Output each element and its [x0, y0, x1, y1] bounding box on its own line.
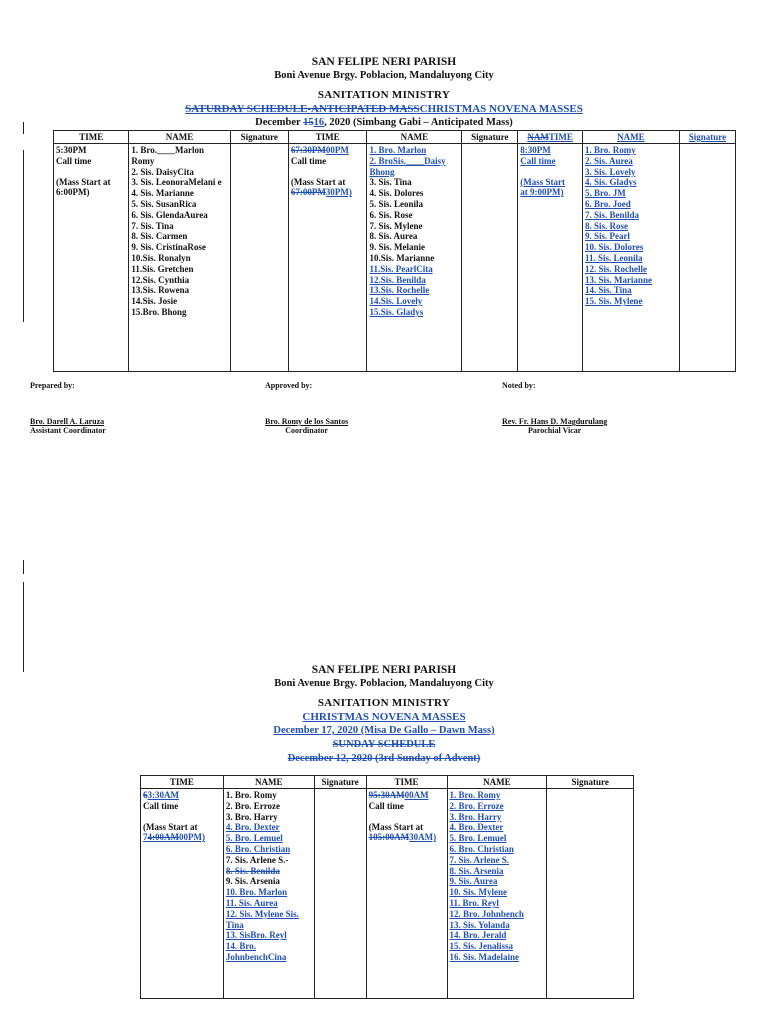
slot-call-time: Call time — [143, 800, 179, 811]
slot1-names — [223, 789, 314, 999]
slot2-names — [447, 789, 547, 999]
signatory-title: Assistant Coordinator — [30, 426, 106, 435]
col-signature: Signature — [462, 131, 518, 144]
list-item: 8. Sis. Carmen — [131, 231, 188, 242]
slot-mass-start: (Mass Start — [520, 176, 566, 187]
list-item: 11.Sis. PearlCita — [369, 263, 433, 274]
date-prefix: December — [255, 117, 304, 128]
col-time: TIME — [288, 131, 367, 144]
col-signature: Signature — [547, 776, 634, 789]
list-item: 5. Bro. JM — [584, 188, 626, 199]
slot-mass-start: (Mass Start at — [143, 821, 198, 832]
list-item: 9. Sis. CristinaRose — [131, 242, 206, 253]
list-item: 10. Bro. Marlon — [225, 887, 288, 898]
list-item: 4. Sis. Dolores — [369, 188, 424, 199]
approved-signatory — [265, 417, 348, 435]
list-item: 10.Sis. Ronalyn — [131, 252, 191, 263]
col-time: TIME — [54, 131, 129, 144]
list-item: 4. Bro. Dexter — [449, 822, 504, 833]
signature-cell[interactable] — [314, 789, 366, 999]
list-item: 2. Sis. Aurea — [584, 155, 633, 166]
list-item: 10. Sis. Mylene — [449, 887, 507, 898]
list-item: 8. Sis. Benilda — [225, 865, 280, 876]
list-item: 14.Sis. Josie — [131, 296, 178, 307]
list-item: 6. Sis. GlendaAurea — [131, 209, 208, 220]
slot-call-time: Call time — [290, 155, 327, 166]
date-new: 16 — [313, 117, 325, 128]
table-header-row — [54, 131, 736, 144]
slot-time: 8:30PM — [520, 145, 551, 155]
col-time: TIME — [366, 776, 447, 789]
slot-mass-time: 67:00PM30PM) — [290, 187, 352, 198]
list-item: 8. Sis. Arsenia — [449, 865, 504, 876]
list-item: 8. Sis. Rose — [584, 220, 628, 231]
schedule-table-1 — [53, 130, 736, 372]
list-item: 15.Bro. Bhong — [131, 306, 187, 317]
slot-call-time: Call time — [56, 155, 92, 166]
list-item: 1. Bro.____Marlon Romy — [131, 145, 204, 166]
list-item: 13. Sis. Yolanda — [449, 919, 510, 930]
col-name: NAME — [447, 776, 547, 789]
noted-signatory — [502, 417, 607, 435]
col-time — [518, 131, 583, 144]
signatory-title: Coordinator — [285, 426, 328, 435]
list-item: 9. Sis. Arsenia — [225, 876, 280, 887]
slot2-time — [366, 789, 447, 999]
list-item: 11. Sis. Aurea — [225, 897, 278, 908]
list-item: 7. Sis. Benilda — [584, 209, 639, 220]
list-item: 1. Bro. Romy — [225, 790, 277, 800]
schedule-title — [0, 102, 768, 116]
list-item: 14. Bro. Jerald — [449, 930, 507, 941]
parish-name: SAN FELIPE NERI PARISH — [311, 664, 457, 676]
list-item: 3. Bro. Harry — [449, 811, 502, 822]
title-new: CHRISTMAS NOVENA MASSES — [419, 103, 583, 115]
col-time-new: TIME — [548, 132, 573, 142]
signature-cell[interactable] — [462, 144, 518, 372]
slot-time: 63:30AM — [143, 790, 179, 800]
col-name: NAME — [129, 131, 230, 144]
list-item: 8. Sis. Aurea — [369, 231, 418, 242]
schedule-table-2 — [140, 775, 634, 999]
list-item: 9. Sis. Melanie — [369, 242, 425, 253]
list-item: 3. Bro. Harry — [225, 811, 278, 822]
list-item: 2. Bro. Erroze — [449, 800, 504, 811]
list-item: 2. Sis. DaisyCita — [131, 166, 194, 177]
list-item: 10.Sis. Marianne — [369, 252, 435, 263]
list-item: 6. Bro. Christian — [449, 843, 514, 854]
slot2-names — [367, 144, 462, 372]
schedule-date — [0, 116, 768, 130]
slot-mass-time: 6:00PM) — [56, 187, 90, 198]
signatory-name: Rev. Fr. Hans D. Magdurulang — [502, 417, 608, 426]
list-item: 12.Sis. Cynthia — [131, 274, 190, 285]
table-header-row — [141, 776, 634, 789]
schedule-title: CHRISTMAS NOVENA MASSES — [302, 711, 466, 723]
margin-bar — [23, 150, 24, 322]
col-time: TIME — [141, 776, 224, 789]
list-item: 6. Bro. Christian — [225, 843, 291, 854]
approved-by-label: Approved by: — [265, 381, 313, 390]
list-item: 7. Sis. Arlene S. — [449, 854, 510, 865]
signatory-name: Bro. Romy de los Santos — [265, 417, 349, 426]
ministry-name: SANITATION MINISTRY — [317, 697, 451, 709]
col-name: NAME — [223, 776, 314, 789]
list-item: 2. BroSis.____Daisy Bhong — [369, 155, 446, 177]
page2-header — [0, 663, 768, 766]
list-item: 14. Bro. JohnbenchCina — [225, 941, 287, 962]
slot-time: 5:30PM — [56, 145, 87, 155]
list-item: 15.Sis. Gladys — [369, 306, 424, 317]
slot-mass-time: 74:00AM00PM) — [143, 832, 205, 843]
list-item: 7. Sis. Mylene — [369, 220, 423, 231]
signature-cell[interactable] — [230, 144, 288, 372]
old-schedule-title: SUNDAY SCHEDULE — [332, 739, 436, 750]
list-item: 6. Bro. Joed — [584, 198, 631, 209]
page1-header — [0, 55, 768, 130]
date-suffix: , 2020 (Simbang Gabi – Anticipated Mass) — [324, 117, 513, 128]
list-item: 14. Sis. Tina — [584, 285, 632, 296]
list-item: 12. Sis. Rochelle — [584, 263, 647, 274]
signature-cell[interactable] — [547, 789, 634, 999]
parish-address: Boni Avenue Brgy. Poblacion, Mandaluyong City — [274, 70, 494, 81]
slot3-names — [582, 144, 679, 372]
slot-call-time: Call time — [520, 155, 556, 166]
list-item: 5. Sis. SusanRica — [131, 198, 197, 209]
slot-time: 67:30PM00PM — [290, 145, 349, 155]
signatory-title: Parochial Vicar — [527, 426, 582, 435]
list-item: 3. Sis. Tina — [369, 177, 412, 188]
slot-call-time: Call time — [368, 800, 404, 811]
table-row — [54, 144, 736, 372]
list-item: 13.Sis. Rowena — [131, 285, 190, 296]
list-item: 3. Sis. LeonoraMelani e — [131, 177, 222, 188]
list-item: 1. Bro. Romy — [584, 145, 636, 155]
list-item: 9. Sis. Aurea — [449, 876, 498, 887]
list-item: 5. Bro. Lemuel — [449, 833, 507, 844]
col-name: NAME — [582, 131, 679, 144]
col-name: NAME — [367, 131, 462, 144]
table-row — [141, 789, 634, 999]
date-struck: 15 — [303, 117, 314, 128]
list-item: 3. Sis. Lovely — [584, 166, 636, 177]
parish-name: SAN FELIPE NERI PARISH — [311, 56, 457, 68]
slot-time: 95:30AM00AM — [368, 790, 429, 800]
col-time-struck: NAM — [527, 132, 549, 142]
slot1-time — [141, 789, 224, 999]
list-item: 11. Bro. Reyl — [449, 897, 499, 908]
ministry-name: SANITATION MINISTRY — [317, 89, 451, 101]
list-item: 13. SisBro. Reyl — [225, 930, 287, 941]
slot1-time — [54, 144, 129, 372]
list-item: 9. Sis. Pearl — [584, 231, 630, 242]
col-signature: Signature — [230, 131, 288, 144]
list-item: 4. Sis. Gladys — [584, 177, 637, 188]
old-schedule-date: December 12, 2020 (3rd Sunday of Advent) — [287, 753, 481, 764]
signatory-name: Bro. Darell A. Laruza — [30, 417, 105, 426]
signature-cell[interactable] — [679, 144, 735, 372]
slot-mass-time: at 9:00PM) — [520, 187, 564, 198]
list-item: 5. Bro. Lemuel — [225, 833, 283, 844]
slot-mass-start: (Mass Start at — [56, 176, 111, 187]
col-signature: Signature — [679, 131, 735, 144]
list-item: 12. Bro. Johnbench — [449, 908, 524, 919]
list-item: 7. Sis. Tina — [131, 220, 174, 231]
list-item: 13. Sis. Marianne — [584, 274, 652, 285]
list-item: 15. Sis. Mylene — [584, 296, 643, 307]
slot-mass-time: 105:00AM30AM) — [368, 832, 437, 843]
list-item: 4. Sis. Marianne — [131, 188, 194, 199]
list-item: 16. Sis. Madelaine — [449, 951, 520, 962]
prepared-by-label: Prepared by: — [30, 381, 75, 390]
list-item: 6. Sis. Rose — [369, 209, 413, 220]
list-item: 13.Sis. Rochelle — [369, 285, 430, 296]
list-item: 12.Sis. Benilda — [369, 274, 426, 285]
slot-mass-start: (Mass Start at — [290, 176, 346, 187]
list-item: 4. Bro. Dexter — [225, 822, 280, 833]
list-item: 2. Bro. Erroze — [225, 800, 281, 811]
list-item: 11.Sis. Gretchen — [131, 263, 194, 274]
prepared-signatory — [30, 417, 106, 435]
list-item: 1. Bro. Marlon — [369, 145, 427, 155]
slot-mass-start: (Mass Start at — [368, 821, 424, 832]
list-item: 14.Sis. Lovely — [369, 296, 423, 307]
list-item: 10. Sis. Dolores — [584, 242, 644, 253]
noted-by-label: Noted by: — [502, 381, 536, 390]
margin-bar — [23, 560, 24, 574]
slot1-names — [129, 144, 230, 372]
list-item: 1. Bro. Romy — [449, 790, 501, 800]
margin-bar — [23, 582, 24, 672]
list-item: 5. Sis. Leonila — [369, 198, 423, 209]
list-item: 12. Sis. Mylene Sis. Tina — [225, 908, 299, 930]
list-item: 11. Sis. Leonila — [584, 252, 643, 263]
list-item: 7. Sis. Arlene S.- — [225, 854, 289, 865]
parish-address: Boni Avenue Brgy. Poblacion, Mandaluyong City — [274, 678, 494, 689]
title-struck: SATURDAY SCHEDULE-ANTICIPATED MASS — [185, 103, 420, 115]
slot3-time — [518, 144, 583, 372]
schedule-date: December 17, 2020 (Misa De Gallo – Dawn Mass) — [273, 725, 495, 736]
col-signature: Signature — [314, 776, 366, 789]
list-item: 15. Sis. Jenalissa — [449, 941, 514, 952]
slot2-time — [288, 144, 367, 372]
